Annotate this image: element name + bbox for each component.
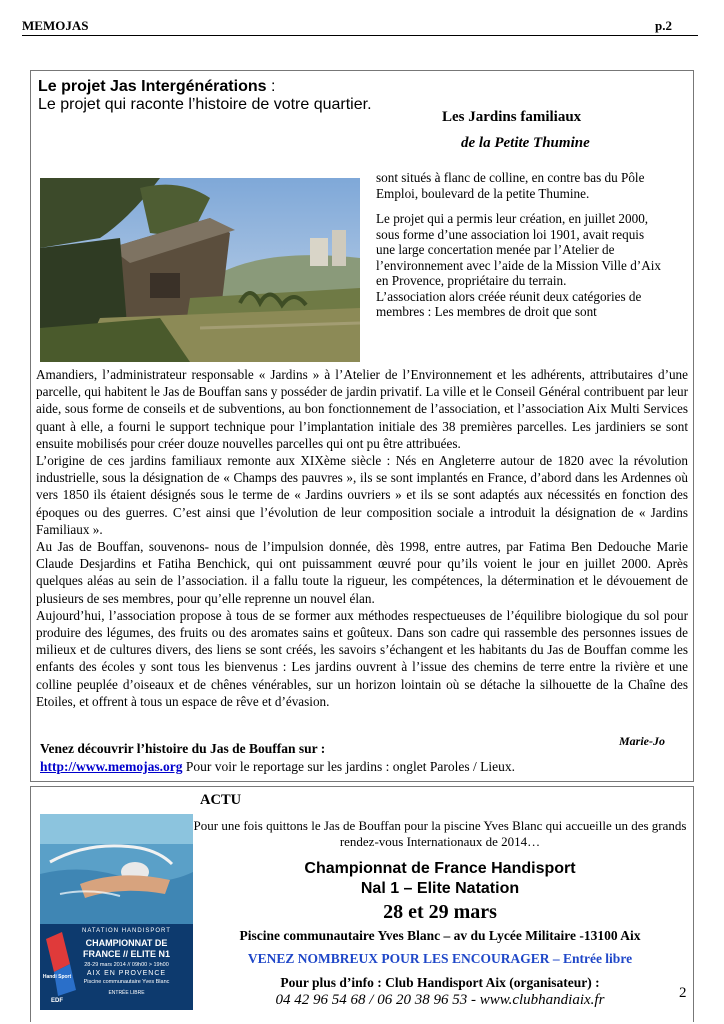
link-line — [40, 759, 515, 775]
event-title: Championnat de France Handisport — [304, 860, 576, 877]
article-body — [36, 366, 688, 710]
event-venue: Piscine communautaire Yves Blanc – av du Lycée Militaire -13100 Aix — [239, 928, 641, 943]
article-subtitle: de la Petite Thumine — [461, 135, 590, 151]
project-title-suffix: : — [266, 78, 276, 95]
poster-place: Piscine communautaire Yves Blanc — [83, 979, 170, 985]
article-paragraph: Au Jas de Bouffan, souvenons- nous de l’impulsion donnée, dès 1998, entre autres, par Fatima Ben Dedouche Marie Claude Desjardins et Fatiha Benchick, qui ont puissamment œuvré pour qu’ils voient le jour en juillet 2000. Après quelques aléas au sein de l’association. il a fallu toute la rigueur, les compétences, la détermination et le dévouement de plusieurs de ses membres, pour qu’elle reprenne un nouvel élan. — [36, 539, 688, 606]
poster-when: 28-29 mars 2014 // 09h00 > 19h00 — [84, 962, 169, 968]
poster-city: AIX EN PROVENCE — [86, 970, 167, 977]
poster-kicker: NATATION HANDISPORT — [82, 928, 171, 934]
poster-title-1: CHAMPIONNAT DE — [85, 938, 168, 948]
page-number: 2 — [679, 985, 687, 1001]
article-right-column — [376, 170, 676, 320]
actu-intro: Pour une fois quittons le Jas de Bouffan pour la piscine Yves Blanc qui accueille un des grands rendez-vous Internationaux de 2014… — [193, 818, 687, 849]
article-text: Le projet qui a permis leur création, en juillet 2000, — [376, 211, 649, 226]
article-text: sont situés à flanc de colline, en contre bas du Pôle Emploi, boulevard de la petite Thumine. — [376, 170, 645, 201]
poster-logo-edf: EDF — [51, 998, 63, 1004]
header-rule — [22, 35, 698, 36]
event-info: Pour plus d’info : Club Handisport Aix (organisateur) : — [280, 975, 600, 990]
event-cta: VENEZ NOMBREUX POUR LES ENCOURAGER – Entrée libre — [247, 951, 633, 966]
article-paragraph: L’origine de ces jardins familiaux remonte aux XIXème siècle : Nés en Angleterre autour de 1820 avec la révolution industrielle, sous la désignation de « Champs des pauvres », ils se sont implantés en France, d’abord dans les Ardennes où vers 1850 ils étaient désignés sous le terme de « Jardins ouvriers » et ils se sont adaptés aux nécessités en fonction des époques ou des guerres. C’est ainsi que l’évolution de leur composition sociale a introduit la désignation de « Jardins Familiaux ». — [36, 453, 688, 537]
project-title — [38, 78, 275, 96]
publication-name: MEMOJAS — [22, 18, 89, 33]
event-contact: 04 42 96 54 68 / 06 20 38 96 53 - www.clubhandiaix.fr — [275, 992, 605, 1008]
article-paragraph: Aujourd’hui, l’association propose à tous de se former aux méthodes respectueuses de l’équilibre biologique du sol pour produire des légumes, des fruits ou des aromates sains et goûteux. Dans son cadre qui rassemble des personnes issues de milieux et de cultures divers, des liens se sont créés, les savoirs s’échangent et les habitants du Jas de Bouffan comme les enfants des écoles y sont tous les bienvenus : Les jardins ouvrent à l’issue des chemins de terre entre la rivière et une colline peuplée d’oiseaux et de chênes vénérables, sur un horizon lointain où se détache la silhouette de la Chaîne des Etoiles, et offrent à tous un espace de rêve et d’évasion. — [36, 607, 688, 709]
article-title: Les Jardins familiaux — [442, 109, 582, 125]
poster-entry: ENTRÉE LIBRE — [108, 990, 145, 996]
swimmer-poster-icon — [40, 814, 193, 1010]
poster-logo-handisport: Handi Sport — [42, 974, 72, 980]
article-text: sous forme d’une association loi 1901, avait requis — [376, 226, 645, 242]
project-subtitle: Le projet qui raconte l’histoire de votre quartier. — [38, 96, 372, 113]
article-paragraph: Amandiers, l’administrateur responsable « Jardins » à l’Atelier de l’Environnement et les adhérents, attributaires d’une parcelle, qui habitent le Jas de Bouffan sans y posséder de jardin privatif. La ville et le Conseil Général contribuent par leur aide, sous forme de conseils et de subventions, au bon fonctionnement de l’association, et l’association Aix Multi Services quant à elle, a fourni le support technique pour l’implantation initiale des 38 premières parcelles. Les jardiniers se sont ensuite mobilisés pour créer douze nouvelles parcelles qui ont pu être attribuées. — [36, 367, 688, 451]
link-suffix: Pour voir le reportage sur les jardins : onglet Paroles / Lieux. — [182, 759, 516, 774]
article-text: L’association alors créée réunit deux catégories de membres : Les membres de droit que sont — [376, 288, 642, 319]
memojas-link[interactable]: http://www.memojas.org — [40, 759, 183, 774]
page-label: p.2 — [655, 18, 672, 33]
article-text: une large concertation menée par l’Atelier de l’environnement avec l’aide de la Mission Ville d’Aix en Provence, propriétaire du terrain. — [376, 242, 661, 288]
event-dates: 28 et 29 mars — [383, 901, 497, 923]
event-category: Nal 1 – Elite Natation — [360, 880, 520, 897]
article-signature: Marie-Jo — [619, 734, 665, 748]
poster-title-2: FRANCE // ELITE N1 — [82, 949, 170, 959]
actu-heading: ACTU — [200, 792, 242, 808]
discover-line: Venez découvrir l’histoire du Jas de Bouffan sur : — [40, 741, 326, 756]
garden-photo-icon — [40, 178, 360, 362]
project-title-text: Le projet Jas Intergénérations — [38, 78, 267, 95]
